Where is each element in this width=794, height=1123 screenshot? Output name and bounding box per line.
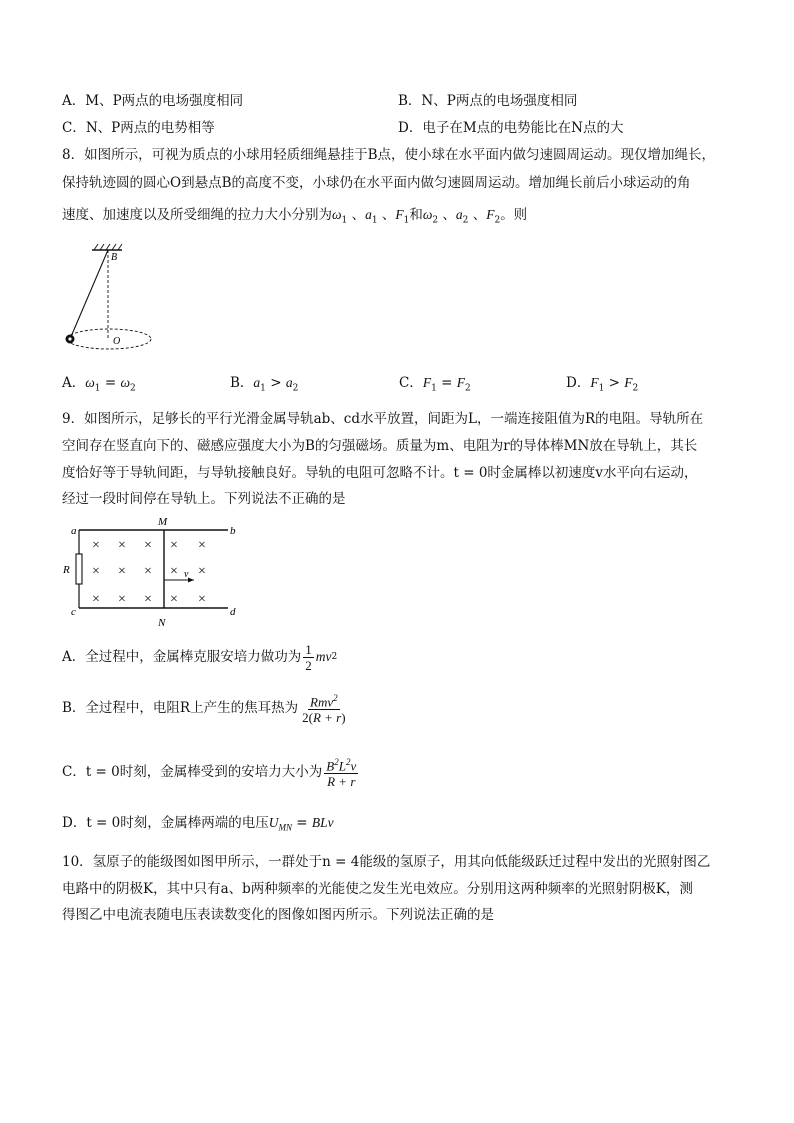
q9-label-v: v [184,569,189,580]
q7-option-b[interactable]: B．N、P两点的电场强度相同 [398,93,578,109]
q8-conical-pendulum-figure [58,238,158,358]
q8-label-o: O [113,336,121,347]
q9-label-b: b [230,525,236,537]
svg-text:×: × [170,538,178,553]
svg-text:×: × [144,592,152,607]
svg-text:×: × [118,564,126,579]
q8-option-b[interactable]: B．$a_1 > a_2$ [230,375,299,394]
svg-text:×: × [144,564,152,579]
q9-label-r: R [63,564,70,576]
q8-stem-line-1: 8．如图所示，可视为质点的小球用轻质细绳悬挂于B点，使小球在水平面内做匀速圆周运动。现仅增加绳长， [62,147,716,163]
q8-option-c[interactable]: C．$F_1 = F_2$ [399,375,471,394]
svg-text:×: × [144,538,152,553]
svg-text:×: × [170,564,178,579]
q9-option-a-fraction: $\frac{1}{2}$ [305,641,312,673]
q9-option-c[interactable]: C．t = 0时刻，金属棒受到的安培力大小为 $\frac{B^2L^2v}{R + r}$ [62,756,357,790]
q8-option-a[interactable]: A．$\omega_1 = \omega_2$ [62,375,136,394]
svg-text:×: × [170,592,178,607]
q9-option-c-fraction: $\frac{B^2L^2v}{R + r}$ [326,756,357,790]
q9-stem-line-3: 度恰好等于导轨间距，与导轨接触良好。导轨的电阻可忽略不计。t = 0时金属棒以初速度v水平向右运动， [62,465,698,481]
q7-option-d[interactable]: D．电子在M点的电势能比在N点的大 [398,120,624,136]
q9-option-a[interactable]: A．全过程中，金属棒克服安培力做功为 $\frac{1}{2}$ mv 2 [62,641,338,673]
q9-label-a: a [71,525,77,537]
q10-stem-line-3: 得图乙中电流表随电压表读数变化的图像如图丙所示。下列说法正确的是 [62,907,494,923]
q9-label-m: M [158,516,168,528]
q7-option-a[interactable]: A．M、P两点的电场强度相同 [62,93,244,109]
svg-text:×: × [198,564,206,579]
q8-label-b: B [111,252,118,263]
q8-stem-line-3: 速度、加速度以及所受细绳的拉力大小分别为$\omega_1$ 、$a_1$ 、$F_1$和$\omega_2$ 、$a_2$ 、$F_2$。则 [62,207,528,226]
q9-option-b-fraction: $\frac{Rmv^2}{2(R + r)}$ [302,692,346,726]
svg-text:×: × [198,538,206,553]
q10-stem-line-2: 电路中的阴极K，其中只有a、b两种频率的光能使之发生光电效应。分别用这两种频率的光照射阴极K，测 [62,881,693,897]
svg-text:×: × [92,564,100,579]
q8-stem-line-2: 保持轨迹圆的圆心O到悬点B的高度不变，小球仍在水平面内做匀速圆周运动。增加绳长前后小球运动的角 [62,175,691,191]
q9-label-d: d [230,606,236,618]
svg-text:×: × [198,592,206,607]
q9-label-n: N [158,617,166,629]
q10-stem-line-1: 10．氢原子的能级图如图甲所示，一群处于n = 4能级的氢原子，用其向低能级跃迁过程中发出的光照射图乙 [62,854,711,870]
q9-label-c: c [71,606,76,618]
q9-stem-line-2: 空间存在竖直向下的、磁感应强度大小为B的匀强磁场。质量为m、电阻为r的导体棒MN放在导轨上，其长 [62,438,698,454]
svg-text:×: × [118,538,126,553]
q8-option-d[interactable]: D．$F_1 > F_2$ [566,375,639,394]
svg-text:×: × [118,592,126,607]
q9-option-d[interactable]: D．t = 0时刻，金属棒两端的电压$U_{MN}$ = BLv [62,815,334,833]
q9-option-b[interactable]: B．全过程中，电阻R上产生的焦耳热为 $\frac{Rmv^2}{2(R + r)}$ [62,692,346,726]
svg-text:×: × [92,592,100,607]
q9-stem-line-1: 9．如图所示，足够长的平行光滑金属导轨ab、cd水平放置，间距为L，一端连接阻值为R的电阻。导轨所在 [62,411,704,427]
q7-option-c[interactable]: C．N、P两点的电势相等 [62,120,215,136]
q9-rail-circuit-figure [58,512,238,630]
svg-text:×: × [92,538,100,553]
q9-stem-line-4: 经过一段时间停在导轨上。下列说法不正确的是 [62,491,346,507]
